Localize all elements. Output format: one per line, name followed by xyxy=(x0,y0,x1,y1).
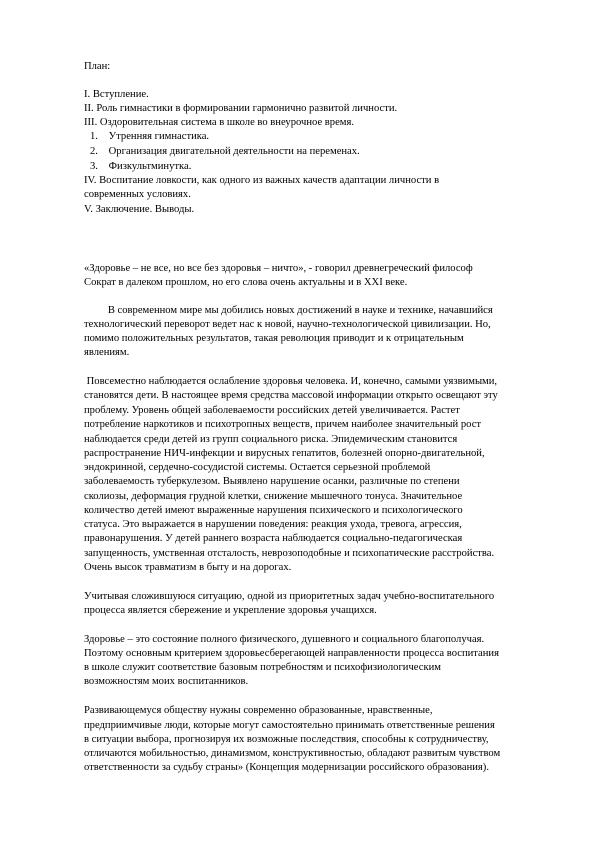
paragraph-line: заболеваемость туберкулезом. Выявлено нарушение осанки, различные по степени xyxy=(84,476,460,487)
paragraph-line: наблюдается среди детей из групп социального риска. Эпидемическим становится xyxy=(84,434,458,445)
plan-subitem-text: Организация двигательной деятельности на переменах. xyxy=(108,146,360,157)
paragraph-line: Поэтому основным критерием здоровьесберегающей направленности процесса воспитания xyxy=(84,648,499,659)
plan-subitem-number: 1. xyxy=(90,131,98,142)
plan-subitem-text: Утренняя гимнастика. xyxy=(108,131,210,142)
paragraph-line: процесса является сбережение и укрепление здоровья учащихся. xyxy=(84,605,377,616)
paragraph-line: в школе служит соответствие базовым потребностям и психофизиологическим xyxy=(84,662,441,673)
paragraph-line: эндокринной, сердечно-сосудистой системы. Остается серьезной проблемой xyxy=(84,462,431,473)
paragraph-line: правонарушения. У детей раннего возраста наблюдается социально-педагогическая xyxy=(84,533,463,544)
plan-item-5: V. Заключение. Выводы. xyxy=(84,204,195,215)
paragraph-line: количество детей имеют выраженные нарушения психического и психологического xyxy=(84,505,463,516)
paragraph-line: возможностям моих воспитанников. xyxy=(84,676,249,687)
paragraph-line: в ситуации выбора, прогнозируя их возможные последствия, способны к сотрудничеству, xyxy=(84,734,489,745)
plan-item-2: II. Роль гимнастики в формировании гармонично развитой личности. xyxy=(84,103,398,114)
plan-item-4-line: IV. Воспитание ловкости, как одного из важных качеств адаптации личности в xyxy=(84,175,440,186)
paragraph-line: Повсеместно наблюдается ослабление здоровья человека. И, конечно, самыми уязвимыми, xyxy=(84,376,498,387)
paragraph-line: распространение НИЧ-инфекции и вирусных гепатитов, болезней опорно-двигательной, xyxy=(84,448,485,459)
paragraph-line: В современном мире мы добились новых достижений в науке и технике, начавшийся xyxy=(84,305,493,316)
paragraph-line: Развивающемуся обществу нужны современно образованные, нравственные, xyxy=(84,705,433,716)
paragraph-line: становятся дети. В настоящее время средства массовой информации открыто освещают эту xyxy=(84,390,498,401)
paragraph-line: Сократ в далеком прошлом, но его слова очень актуальны и в XXI веке. xyxy=(84,277,408,288)
paragraph-line: статуса. Это выражается в нарушении поведения: реакция ухода, тревога, агрессия, xyxy=(84,519,462,530)
plan-title: План: xyxy=(84,61,111,72)
paragraph-line: потребление наркотиков и психотропных веществ, причем наиболее значительный рост xyxy=(84,419,482,430)
paragraph-line: Здоровье – это состояние полного физического, душевного и социального благополучая. xyxy=(84,634,485,645)
paragraph-line: ответственности за судьбу страны» (Концепция модернизации российского образования). xyxy=(84,762,489,773)
paragraph-line: Очень высок травматизм в быту и на дорогах. xyxy=(84,562,292,573)
plan-item-3: III. Оздоровительная система в школе во внеурочное время. xyxy=(84,117,355,128)
paragraph-line: Учитывая сложившуюся ситуацию, одной из приоритетных задач учебно-воспитательного xyxy=(84,591,495,602)
paragraph-line: отличаются мобильностью, динамизмом, конструктивностью, обладают развитым чувством xyxy=(84,748,501,759)
paragraph-line: «Здоровье – не все, но все без здоровья – ничто», - говорил древнегреческий философ xyxy=(84,263,473,274)
plan-subitem-text: Физкультминутка. xyxy=(108,161,192,172)
paragraph-line: запущенность, умственная отсталость, неврозоподобные и психопатические расстройства. xyxy=(84,548,495,559)
plan-item-4-line: современных условиях. xyxy=(84,189,191,200)
paragraph-line: помимо положительных результатов, такая революция приводит и к отрицательным xyxy=(84,333,464,344)
plan-subitem-2 xyxy=(90,145,360,160)
plan-item-1: I. Вступление. xyxy=(84,89,149,100)
paragraph-line: технологический переворот ведет нас к новой, научно-технологической цивилизации. Но, xyxy=(84,319,491,330)
plan-subitem-3 xyxy=(90,160,191,175)
paragraph-line: сколиозы, деформация грудной клетки, снижение мышечного тонуса. Значительное xyxy=(84,491,463,502)
plan-subitem-1 xyxy=(90,130,209,145)
paragraph-line: предприимчивые люди, которые могут самостоятельно принимать ответственные решения xyxy=(84,720,495,731)
paragraph-line: явлениям. xyxy=(84,347,130,358)
plan-subitem-number: 3. xyxy=(90,161,98,172)
paragraph-line: проблему. Уровень общей заболеваемости российских детей увеличивается. Растет xyxy=(84,405,460,416)
plan-subitem-number: 2. xyxy=(90,146,98,157)
